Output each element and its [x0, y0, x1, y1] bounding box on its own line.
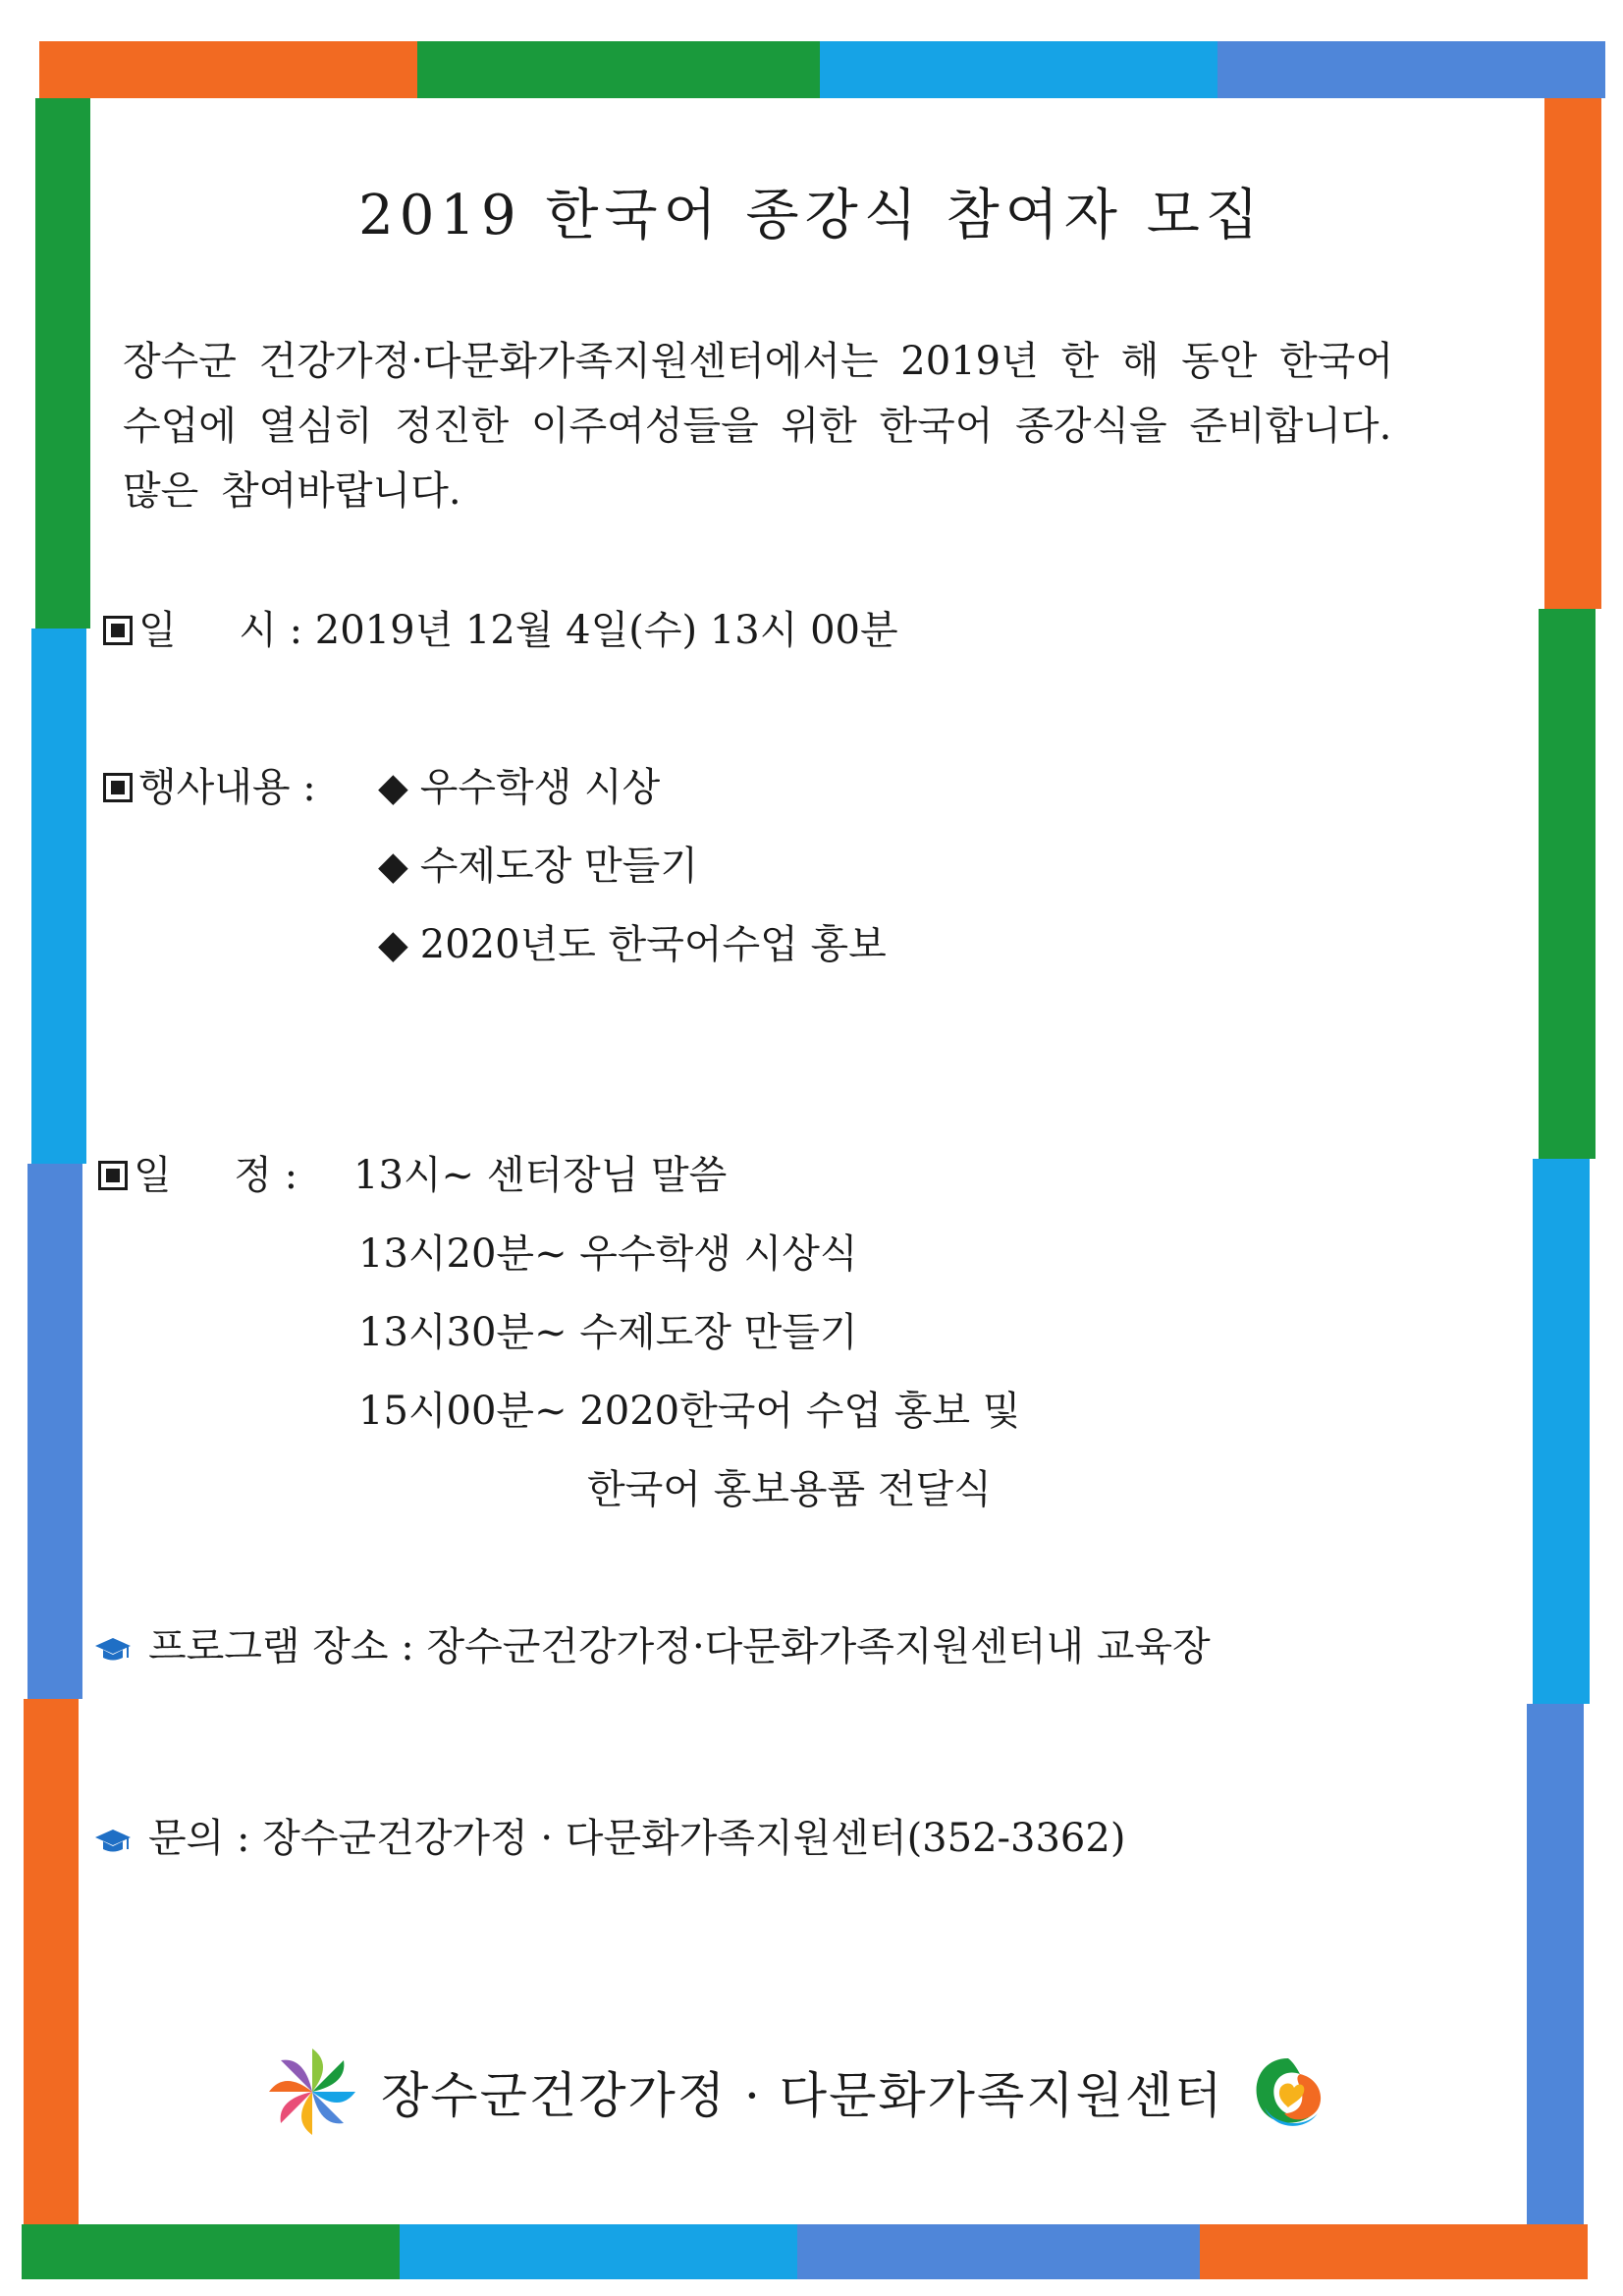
page-title: 2019 한국어 종강식 참여자 모집	[358, 184, 1265, 247]
datetime-row	[103, 599, 898, 655]
pinwheel-logo-icon	[265, 2045, 359, 2139]
diamond-bullet-icon: ◆	[378, 765, 408, 810]
border-bottom-orange	[1200, 2224, 1588, 2279]
border-top-blue	[1217, 41, 1605, 98]
border-top-orange	[39, 41, 417, 98]
intro-paragraph	[123, 329, 1497, 523]
intro-line: 많은 참여바랍니다.	[123, 468, 461, 514]
square-bullet-icon	[103, 616, 133, 645]
center-logo-icon	[1245, 2049, 1331, 2135]
schedule-label-row	[98, 1144, 310, 1200]
place-row	[93, 1615, 1211, 1671]
event-item	[378, 756, 660, 812]
event-label: 행사내용 :	[138, 765, 329, 810]
event-item	[378, 913, 887, 969]
intro-line: 수업에 열심히 정진한 이주여성들을 위한 한국어 종강식을 준비합니다.	[123, 404, 1392, 449]
border-bottom-blue	[797, 2224, 1200, 2279]
graduation-cap-icon	[93, 1634, 133, 1664]
border-left-sky	[31, 629, 86, 1164]
border-top-sky	[820, 41, 1217, 98]
schedule-item: 15시00분~ 2020한국어 수업 홍보 및	[358, 1389, 1021, 1434]
border-bottom-green	[22, 2224, 400, 2279]
border-top-green	[417, 41, 820, 98]
schedule-label: 일 정 :	[134, 1153, 310, 1198]
contact-row	[93, 1807, 1125, 1863]
schedule-item: 한국어 홍보용품 전달식	[587, 1467, 992, 1512]
schedule-item: 13시30분~ 수제도장 만들기	[358, 1310, 858, 1355]
diamond-bullet-icon: ◆	[378, 844, 408, 889]
event-item-text: 우수학생 시상	[419, 765, 661, 810]
border-left-orange	[24, 1699, 79, 2224]
border-right-sky	[1533, 1159, 1590, 1704]
event-item	[378, 835, 698, 891]
datetime-label: 일 시 :	[138, 608, 315, 653]
graduation-cap-icon	[93, 1826, 133, 1855]
square-bullet-icon	[98, 1161, 128, 1190]
event-label-row	[103, 756, 328, 812]
border-left-blue	[27, 1164, 82, 1699]
border-right-green	[1539, 609, 1596, 1159]
event-item-text: 2020년도 한국어수업 홍보	[419, 922, 887, 967]
border-right-blue	[1527, 1704, 1584, 2224]
border-bottom-sky	[400, 2224, 797, 2279]
schedule-item: 13시20분~ 우수학생 시상식	[358, 1231, 858, 1277]
footer-logo-bar	[265, 2048, 1345, 2136]
square-bullet-icon	[103, 773, 133, 802]
event-item-text: 수제도장 만들기	[419, 844, 698, 889]
diamond-bullet-icon: ◆	[378, 922, 408, 967]
footer-center-name: 장수군건강가정 · 다문화가족지원센터	[381, 2067, 1224, 2124]
contact-text: 문의 : 장수군건강가정 · 다문화가족지원센터(352-3362)	[148, 1816, 1126, 1861]
intro-line: 장수군 건강가정·다문화가족지원센터에서는 2019년 한 해 동안 한국어	[123, 339, 1394, 384]
place-text: 프로그램 장소 : 장수군건강가정·다문화가족지원센터내 교육장	[148, 1624, 1211, 1669]
schedule-item: 13시~ 센터장님 말씀	[353, 1153, 728, 1198]
datetime-value: 2019년 12월 4일(수) 13시 00분	[314, 608, 898, 653]
